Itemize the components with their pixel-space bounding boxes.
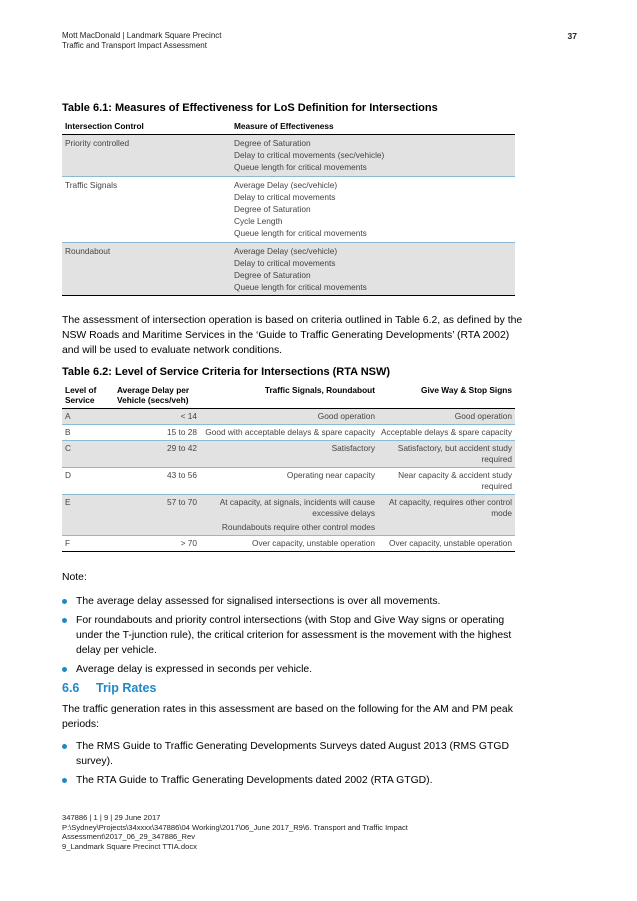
measure-item: Delay to critical movements (sec/vehicle) (234, 150, 385, 161)
footer-file-name: 9_Landmark Square Precinct TTIA.docx (62, 841, 197, 851)
page-header (62, 31, 577, 51)
table-row (62, 409, 515, 425)
list-item (62, 662, 524, 677)
header-line-2: Traffic and Transport Impact Assessment (62, 41, 207, 50)
page-number: 37 (567, 31, 577, 41)
level-cell: E (62, 495, 114, 536)
table-row (62, 468, 515, 495)
measures-cell (231, 242, 515, 296)
delay-cell: < 14 (114, 409, 200, 425)
table-row (62, 135, 515, 177)
measure-item: Degree of Saturation (234, 204, 311, 215)
level-cell: D (62, 468, 114, 495)
delay-cell: 57 to 70 (114, 495, 200, 536)
table-row (62, 176, 515, 242)
measure-item: Average Delay (sec/vehicle) (234, 245, 338, 256)
footer-line-1: 347886 | 1 | 9 | 29 June 2017 (62, 813, 161, 822)
table-row (62, 536, 515, 552)
list-item (62, 773, 524, 788)
measure-item: Queue length for critical movements (234, 228, 367, 239)
sources-list (62, 739, 524, 792)
list-item (62, 739, 524, 769)
section-number: 6.6 (62, 681, 80, 695)
bullet-icon (62, 618, 67, 623)
footer-file-path: P:\Sydney\Projects\34xxxx\347886\04 Working\2017\06_June 2017_R9\6. Transport and Traffic Impact Assessment\2017_06_29_347886_Rev (62, 822, 408, 842)
control-cell (62, 135, 231, 177)
page-footer (62, 813, 542, 851)
delay-cell: 29 to 42 (114, 441, 200, 468)
signals-cell: Good with acceptable delays & spare capacity (200, 425, 378, 441)
note-text: The average delay assessed for signalised intersections is over all movements. (76, 596, 441, 607)
measure-item: Average Delay (sec/vehicle) (234, 179, 338, 190)
delay-cell: 43 to 56 (114, 468, 200, 495)
measure-item: Queue length for critical movements (234, 282, 367, 293)
section-heading (62, 681, 156, 695)
note-text: Average delay is expressed in seconds per vehicle. (76, 664, 313, 675)
measures-cell (231, 176, 515, 242)
giveway-cell: Satisfactory, but accident study required (378, 441, 515, 468)
table-row (62, 495, 515, 536)
signals-cell: Operating near capacity (200, 468, 378, 495)
table-6-1-caption: Table 6.1: Measures of Effectiveness for LoS Definition for Intersections (62, 102, 438, 114)
delay-cell: > 70 (114, 536, 200, 552)
column-header: Traffic Signals, Roundabout (200, 382, 378, 409)
measure-item: Degree of Saturation (234, 138, 311, 148)
table-row (62, 425, 515, 441)
measure-item: Queue length for critical movements (234, 162, 367, 173)
intro-paragraph: The assessment of intersection operation is based on criteria outlined in Table 6.2, as defined by the NSW Roads and Maritime Services in the ‘Guide to Traffic Generating Developments’ (RTA 2002) and will be used to evaluate network conditions. (62, 315, 523, 356)
measure-item: Delay to critical movements (234, 257, 336, 268)
list-item (62, 594, 524, 609)
table-6-2-caption: Table 6.2: Level of Service Criteria for Intersections (RTA NSW) (62, 366, 391, 378)
header-line-1: Mott MacDonald | Landmark Square Precinct (62, 31, 222, 40)
bullet-icon (62, 667, 67, 672)
signals-cell: Satisfactory (200, 441, 378, 468)
table-6-1 (62, 118, 515, 296)
column-header: Intersection Control (62, 118, 231, 135)
giveway-cell: Near capacity & accident study required (378, 468, 515, 495)
measures-cell (231, 135, 515, 177)
column-header: Level of Service (62, 382, 114, 409)
delay-cell: 15 to 28 (114, 425, 200, 441)
giveway-cell: Acceptable delays & spare capacity (378, 425, 515, 441)
table-6-2 (62, 382, 515, 552)
table-header-row (62, 382, 515, 409)
level-cell: F (62, 536, 114, 552)
column-header: Measure of Effectiveness (231, 118, 515, 135)
control-text: Roundabout (65, 245, 111, 256)
measure-item: Degree of Saturation (234, 270, 311, 281)
level-cell: B (62, 425, 114, 441)
signals-cell: Good operation (200, 409, 378, 425)
note-text: For roundabouts and priority control intersections (with Stop and Give Way signs or operating under the T-junction rule), the critical criterion for assessment is the movement with the highest delay per vehicle. (76, 615, 512, 656)
measure-item: Cycle Length (234, 216, 283, 227)
signals-cell: Over capacity, unstable operation (200, 536, 378, 552)
giveway-cell: Good operation (378, 409, 515, 425)
section-title: Trip Rates (96, 681, 157, 695)
bullet-icon (62, 778, 67, 783)
level-cell: C (62, 441, 114, 468)
notes-list (62, 594, 524, 681)
bullet-icon (62, 599, 67, 604)
source-text: The RTA Guide to Traffic Generating Developments dated 2002 (RTA GTGD). (76, 775, 433, 786)
control-cell (62, 176, 231, 242)
table-header-row (62, 118, 515, 135)
measure-item: Delay to critical movements (234, 191, 336, 202)
column-header: Give Way & Stop Signs (378, 382, 515, 409)
signals-text: At capacity, at signals, incidents will cause excessive delays (219, 497, 375, 518)
table-row (62, 242, 515, 296)
signals-cell (200, 495, 378, 536)
source-text: The RMS Guide to Traffic Generating Developments Surveys dated August 2013 (RMS GTGD survey). (76, 741, 509, 767)
table-row (62, 441, 515, 468)
control-cell (62, 242, 231, 296)
control-text: Priority controlled (65, 138, 130, 148)
giveway-cell: Over capacity, unstable operation (378, 536, 515, 552)
trip-rates-paragraph: The traffic generation rates in this assessment are based on the following for the AM and PM peak periods: (62, 704, 513, 730)
note-label: Note: (62, 572, 87, 583)
bullet-icon (62, 744, 67, 749)
list-item (62, 613, 524, 658)
control-text: Traffic Signals (65, 179, 118, 190)
column-header: Average Delay per Vehicle (secs/veh) (114, 382, 200, 409)
level-cell: A (62, 409, 114, 425)
signals-extra-text: Roundabouts require other control modes (221, 522, 375, 532)
giveway-cell: At capacity, requires other control mode (378, 495, 515, 536)
